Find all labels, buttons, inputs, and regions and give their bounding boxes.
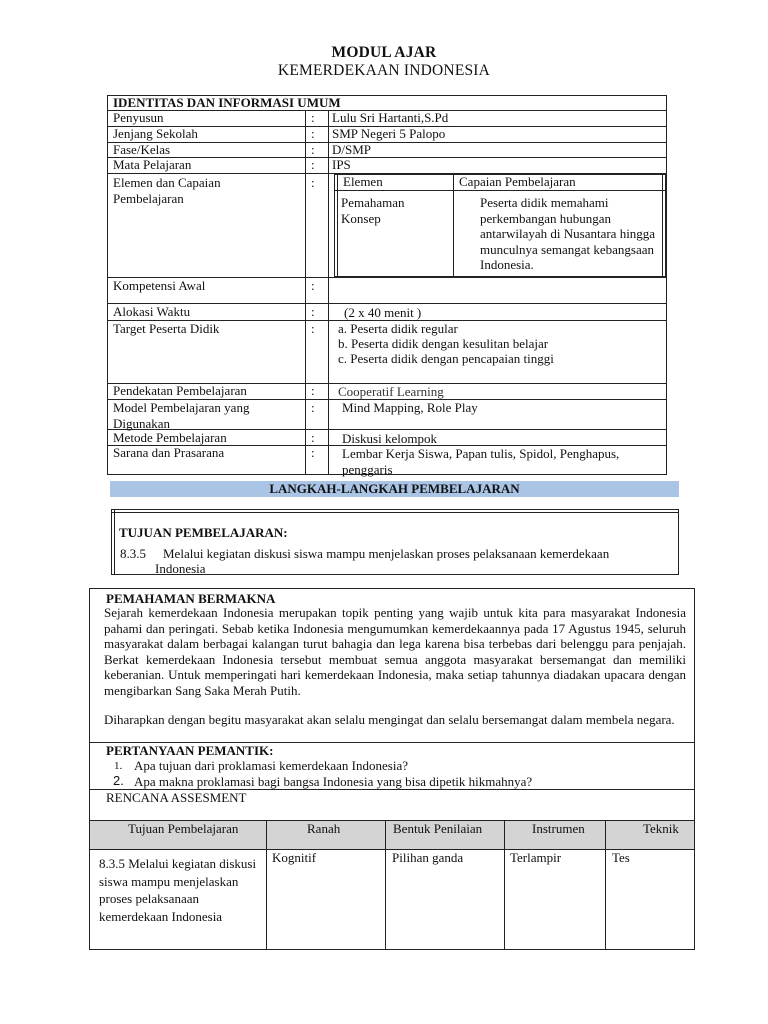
table-cell: Kognitif [272,850,317,865]
pemahaman-paragraph: Diharapkan dengan begitu masyarakat akan selalu mengingat dan selalu bersemangat dalam membela negara. [104,712,675,727]
tujuan-number: 8.3.5 [120,546,146,561]
value-pendekatan: Cooperatif Learning [338,384,444,399]
capaian-header: Capaian Pembelajaran [459,174,576,189]
table-cell: 8.3.5 Melalui kegiatan diskusi siswa mampu menjelaskan proses pelaksanaan kemerdekaan Indonesia [99,856,257,924]
table-cell: Pilihan ganda [392,850,464,865]
target-item: a. Peserta didik regular [338,321,458,336]
value-alokasi-waktu: (2 x 40 menit ) [344,305,422,320]
pemahaman-heading: PEMAHAMAN BERMAKNA [106,591,276,606]
label-penyusun: Penyusun [113,110,164,125]
tujuan-text-cont: Indonesia [155,561,206,576]
column-header: Ranah [307,821,341,836]
label-fase-kelas: Fase/Kelas [113,142,171,157]
colon: : [311,400,315,415]
colon: : [311,383,315,398]
label-target-peserta-didik: Target Peserta Didik [113,321,220,336]
label-metode: Metode Pembelajaran [113,430,227,445]
colon: : [311,445,315,460]
colon: : [311,157,315,172]
label-elemen-capaian: Elemen dan Capaian Pembelajaran [113,175,221,206]
column-header: Teknik [643,821,679,836]
value-jenjang-sekolah: SMP Negeri 5 Palopo [332,126,446,141]
label-sarana: Sarana dan Prasarana [113,445,225,460]
label-mata-pelajaran: Mata Pelajaran [113,157,192,172]
colon: : [311,321,315,336]
pertanyaan-number: 2. [113,773,124,788]
table-cell: Terlampir [510,850,562,865]
column-header: Tujuan Pembelajaran [128,821,239,836]
label-jenjang-sekolah: Jenjang Sekolah [113,126,198,141]
value-mata-pelajaran: IPS [332,157,351,172]
value-sarana: Lembar Kerja Siswa, Papan tulis, Spidol, Penghapus, penggaris [342,446,620,477]
assesment-heading: RENCANA ASSESMENT [106,790,247,805]
tujuan-text: Melalui kegiatan diskusi siswa mampu menjelaskan proses pelaksanaan kemerdekaan [163,546,610,561]
colon: : [311,304,315,319]
elemen-header: Elemen [343,174,383,189]
steps-heading: LANGKAH-LANGKAH PEMBELAJARAN [269,481,520,496]
capaian-value: Peserta didik memahami perkembangan hubungan antarwilayah di Nusantara hingga munculnya semangat kebangsaan Indonesia. [480,195,656,272]
value-metode: Diskusi kelompok [342,431,437,446]
column-header: Instrumen [532,821,585,836]
target-item: b. Peserta didik dengan kesulitan belajar [338,336,549,351]
column-header: Bentuk Penilaian [393,821,483,836]
document-subtitle: KEMERDEKAAN INDONESIA [277,62,491,79]
colon: : [311,175,315,190]
target-item: c. Peserta didik dengan pencapaian tinggi [338,351,554,366]
pertanyaan-item: Apa tujuan dari proklamasi kemerdekaan Indonesia? [134,758,408,773]
pertanyaan-heading: PERTANYAAN PEMANTIK: [106,743,274,758]
pemahaman-paragraph: Sejarah kemerdekaan Indonesia merupakan topik penting yang wajib untuk kita para masyarakat Indonesia pahami dan peringati. Sebab ketika Indonesia mengumumkan kemerdekaannya pada 17 Agustus 1945, seluruh masyarakat dalam berbagai kalangan turut bahagia dan lega karena bisa terbebas dari belenggu para penjajah. Berkat kemerdekaan Indonesia tersebut membuat semua anggota masyarakat bersemangat dan memiliki keberanian. Untuk memperingati hari kemerdekaan Indonesia, maka setiap tahunnya diadakan upacara dengan mengibarkan Sang Saka Merah Putih. [104,605,686,698]
label-pendekatan: Pendekatan Pembelajaran [113,383,247,398]
colon: : [311,110,315,125]
identity-heading: IDENTITAS DAN INFORMASI UMUM [113,95,341,110]
table-cell: Tes [612,850,630,865]
label-model-pembelajaran: Model Pembelajaran yang Digunakan [113,400,250,431]
tujuan-heading: TUJUAN PEMBELAJARAN: [119,525,288,540]
colon: : [311,142,315,157]
value-model-pembelajaran: Mind Mapping, Role Play [342,400,478,415]
pertanyaan-item: Apa makna proklamasi bagi bangsa Indonesia yang bisa dipetik hikmahnya? [134,774,533,789]
colon: : [311,278,315,293]
value-penyusun: Lulu Sri Hartanti,S.Pd [332,110,449,125]
colon: : [311,430,315,445]
value-fase-kelas: D/SMP [332,142,372,157]
label-kompetensi-awal: Kompetensi Awal [113,278,206,293]
document-title: MODUL AJAR [331,44,437,61]
label-alokasi-waktu: Alokasi Waktu [113,304,191,319]
colon: : [311,126,315,141]
pertanyaan-number: 1. [114,760,123,772]
elemen-value: Pemahaman Konsep [341,195,405,226]
